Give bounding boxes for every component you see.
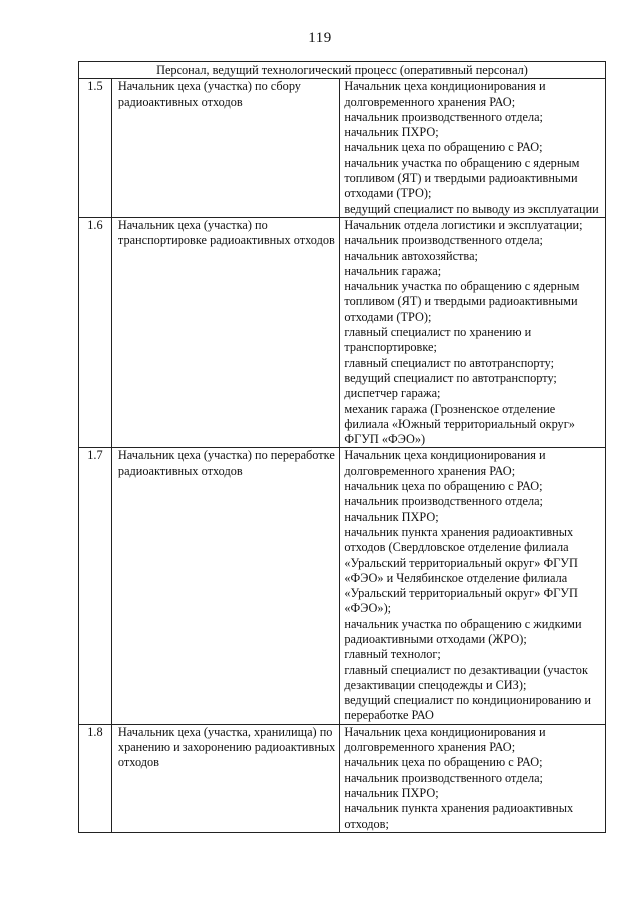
row-number: 1.7 (79, 448, 112, 724)
row-number: 1.8 (79, 724, 112, 832)
table-row (79, 79, 606, 218)
personnel-list (340, 448, 606, 724)
row-number: 1.6 (79, 217, 112, 447)
positions-table (78, 61, 606, 833)
personnel-item: главный специалист по хранению и транспортировке; (344, 325, 532, 355)
personnel-item: главный технолог; (344, 647, 441, 662)
personnel-item: ведущий специалист по выводу из эксплуатации (344, 201, 599, 216)
personnel-item: начальник автохозяйства; (344, 248, 478, 263)
position-title: Начальник цеха (участка) по транспортировке радиоактивных отходов (111, 217, 339, 447)
personnel-item: начальник гаража; (344, 263, 442, 278)
page-number: 119 (308, 30, 332, 46)
personnel-item: начальник участка по обращению с жидкими радиоактивными отходами (ЖРО); (344, 616, 582, 646)
personnel-item: ведущий специалист по автотранспорту; (344, 370, 557, 385)
personnel-item: начальник ПХРО; (344, 785, 439, 800)
position-title: Начальник цеха (участка, хранилища) по хранению и захоронению радиоактивных отходов (111, 724, 339, 832)
personnel-item: начальник пункта хранения радиоактивных отходов (Свердловское отделение филиала «Уральский территориальный округ» ФГУП «ФЭО» и Челябинское отделение филиала «Уральский территориальный округ» ФГУП «ФЭО»); (344, 524, 578, 616)
table-row (79, 217, 606, 447)
personnel-item: начальник производственного отдела; (344, 233, 543, 248)
table-body (79, 79, 606, 833)
personnel-item: главный специалист по автотранспорту; (344, 355, 555, 370)
personnel-item: Начальник отдела логистики и эксплуатации; (344, 217, 583, 232)
personnel-item: начальник цеха по обращению с РАО; (344, 140, 543, 155)
personnel-item: Начальник цеха кондиционирования и долговременного хранения РАО; (344, 79, 546, 109)
personnel-list (340, 79, 606, 218)
personnel-item: начальник цеха по обращению с РАО; (344, 755, 543, 770)
section-header-row (79, 62, 606, 79)
personnel-item: начальник ПХРО; (344, 125, 439, 140)
table-row (79, 448, 606, 724)
table-row (79, 724, 606, 832)
personnel-item: начальник участка по обращению с ядерным топливом (ЯТ) и твердыми радиоактивными отходами (ТРО); (344, 279, 580, 324)
personnel-list (340, 724, 606, 832)
personnel-item: диспетчер гаража; (344, 386, 441, 401)
personnel-list (340, 217, 606, 447)
section-header: Персонал, ведущий технологический процесс (оперативный персонал) (79, 62, 606, 79)
personnel-item: начальник производственного отдела; (344, 770, 543, 785)
row-number: 1.5 (79, 79, 112, 218)
personnel-item: начальник производственного отдела; (344, 494, 543, 509)
personnel-item: начальник производственного отдела; (344, 109, 543, 124)
position-title: Начальник цеха (участка) по сбору радиоактивных отходов (111, 79, 339, 218)
personnel-item: ведущий специалист по кондиционированию и переработке РАО (344, 693, 591, 723)
personnel-item: начальник ПХРО; (344, 509, 439, 524)
personnel-item: механик гаража (Грозненское отделение филиала «Южный территориальный округ» ФГУП «ФЭО») (344, 401, 575, 447)
personnel-item: Начальник цеха кондиционирования и долговременного хранения РАО; (344, 448, 546, 478)
position-title: Начальник цеха (участка) по переработке радиоактивных отходов (111, 448, 339, 724)
personnel-item: Начальник цеха кондиционирования и долговременного хранения РАО; (344, 724, 546, 755)
personnel-item: начальник цеха по обращению с РАО; (344, 479, 543, 494)
personnel-item: главный специалист по дезактивации (участок дезактивации спецодежды и СИЗ); (344, 662, 588, 692)
personnel-item: начальник участка по обращению с ядерным топливом (ЯТ) и твердыми радиоактивными отходами (ТРО); (344, 155, 580, 201)
personnel-item: начальник пункта хранения радиоактивных отходов; (344, 801, 574, 831)
